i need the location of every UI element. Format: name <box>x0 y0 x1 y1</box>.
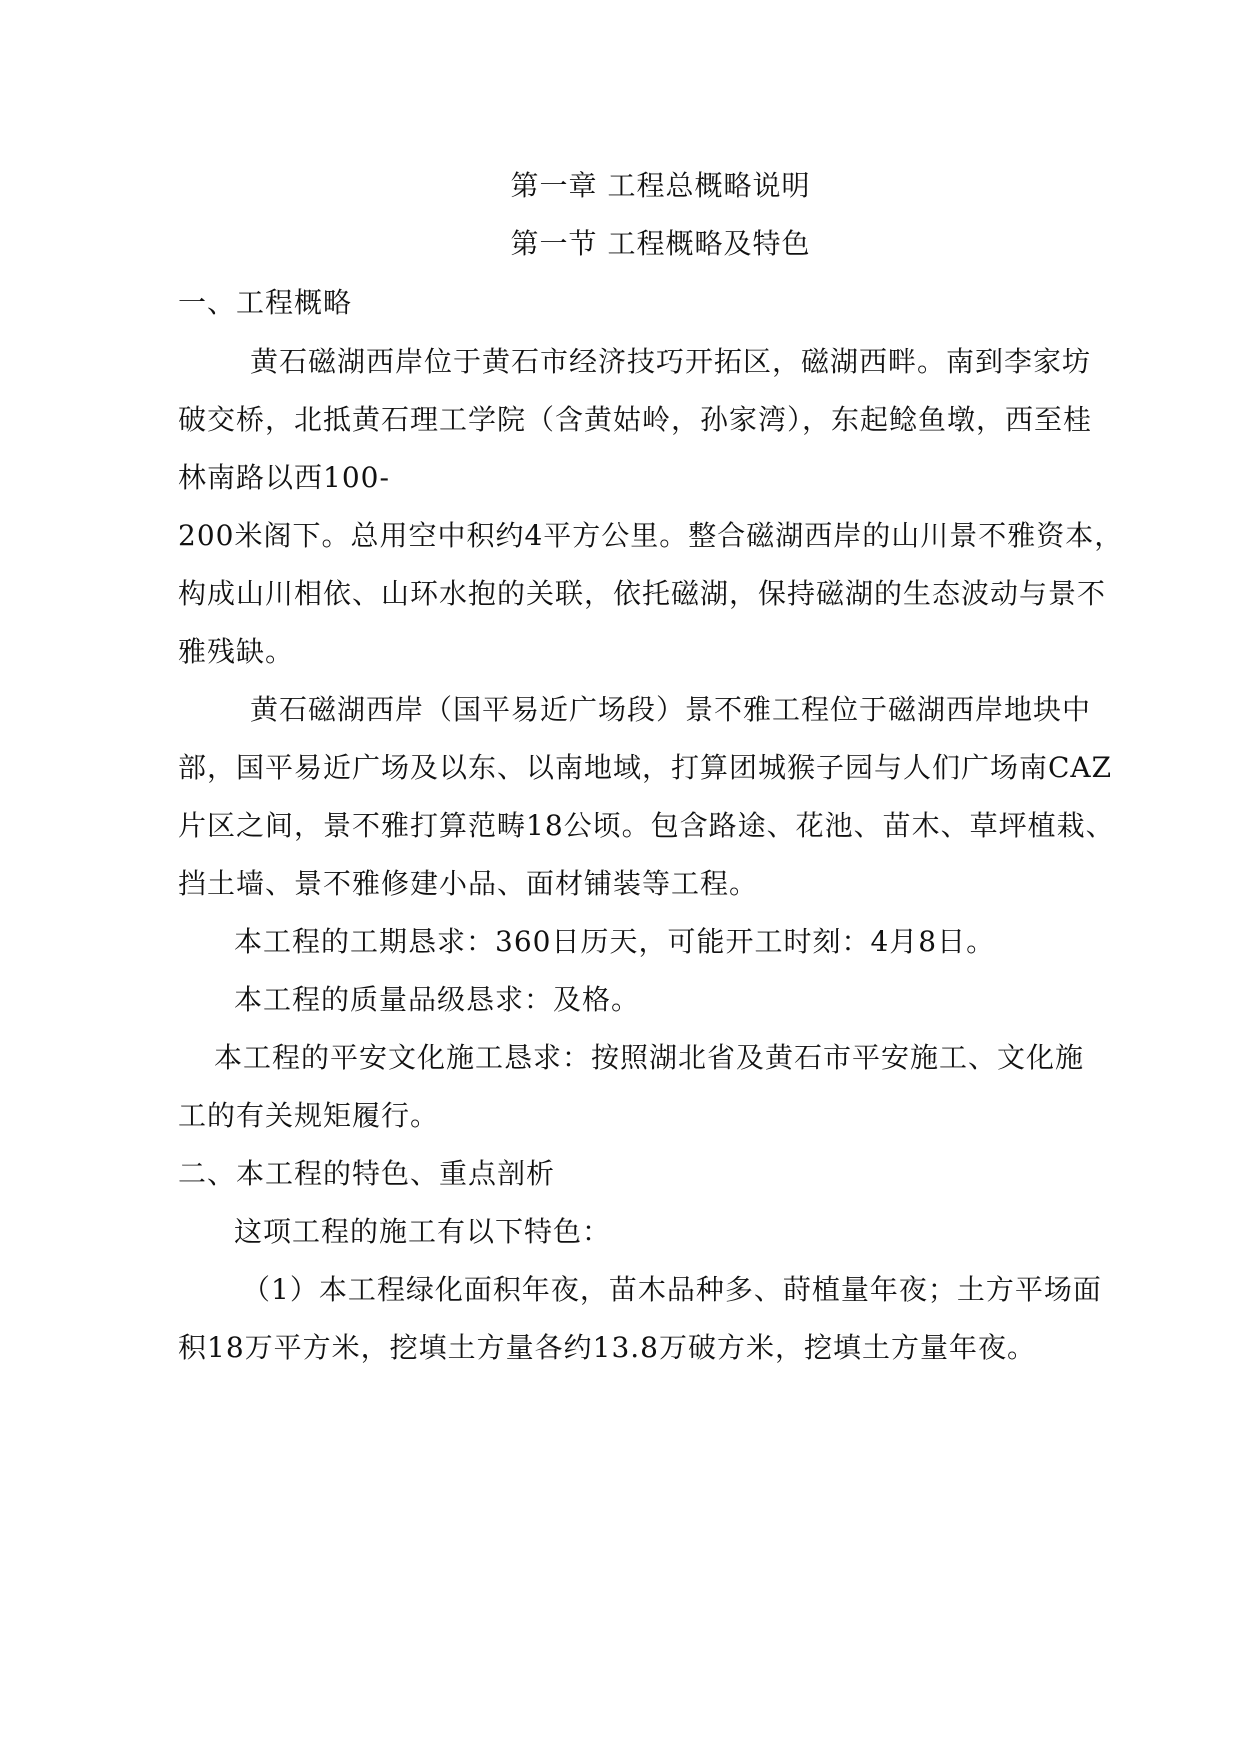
paragraph-2-line-1: 黄石磁湖西岸（国平易近广场段）景不雅工程位于磁湖西岸地块中 <box>250 693 1092 726</box>
paragraph-safety-line-1: 本工程的平安文化施工恳求：按照湖北省及黄石市平安施工、文化施 <box>214 1041 1085 1074</box>
paragraph-1-line-6: 雅残缺。 <box>178 635 295 668</box>
heading-overview: 一、工程概略 <box>178 286 353 319</box>
paragraph-features-intro: 这项工程的施工有以下特色： <box>234 1215 612 1248</box>
section-title: 第一节 工程概略及特色 <box>510 227 811 260</box>
paragraph-1-line-2: 破交桥，北抵黄石理工学院（含黄姑岭，孙家湾），东起鲶鱼墩，西至桂 <box>178 403 1093 436</box>
chapter-title: 第一章 工程总概略说明 <box>510 169 811 202</box>
paragraph-1-line-5: 构成山川相依、山环水抱的关联，依托磁湖，保持磁湖的生态波动与景不 <box>178 577 1107 610</box>
paragraph-2-line-2: 部，国平易近广场及以东、以南地域，打算团城猴子园与人们广场南CAZ <box>178 751 1113 784</box>
paragraph-feature-1-line-1: （1）本工程绿化面积年夜，苗木品种多、莳植量年夜；土方平场面 <box>242 1273 1102 1306</box>
paragraph-feature-1-line-2: 积18万平方米，挖填土方量各约13.8万破方米，挖填土方量年夜。 <box>178 1331 1036 1364</box>
paragraph-2-line-3: 片区之间，景不雅打算范畴18公顷。包含路途、花池、苗木、草坪植栽、 <box>178 809 1115 842</box>
paragraph-quality: 本工程的质量品级恳求：及格。 <box>234 983 641 1016</box>
paragraph-2-line-4: 挡土墙、景不雅修建小品、面材铺装等工程。 <box>178 867 759 900</box>
paragraph-safety-line-2: 工的有关规矩履行。 <box>178 1099 440 1132</box>
paragraph-1-line-1: 黄石磁湖西岸位于黄石市经济技巧开拓区，磁湖西畔。南到李家坊 <box>250 345 1092 378</box>
paragraph-schedule: 本工程的工期恳求：360日历天，可能开工时刻：4月8日。 <box>234 925 996 958</box>
paragraph-1-line-4: 200米阁下。总用空中积约4平方公里。整合磁湖西岸的山川景不雅资本， <box>178 519 1124 552</box>
paragraph-1-line-3: 林南路以西100- <box>178 461 390 494</box>
heading-features: 二、本工程的特色、重点剖析 <box>178 1157 556 1190</box>
